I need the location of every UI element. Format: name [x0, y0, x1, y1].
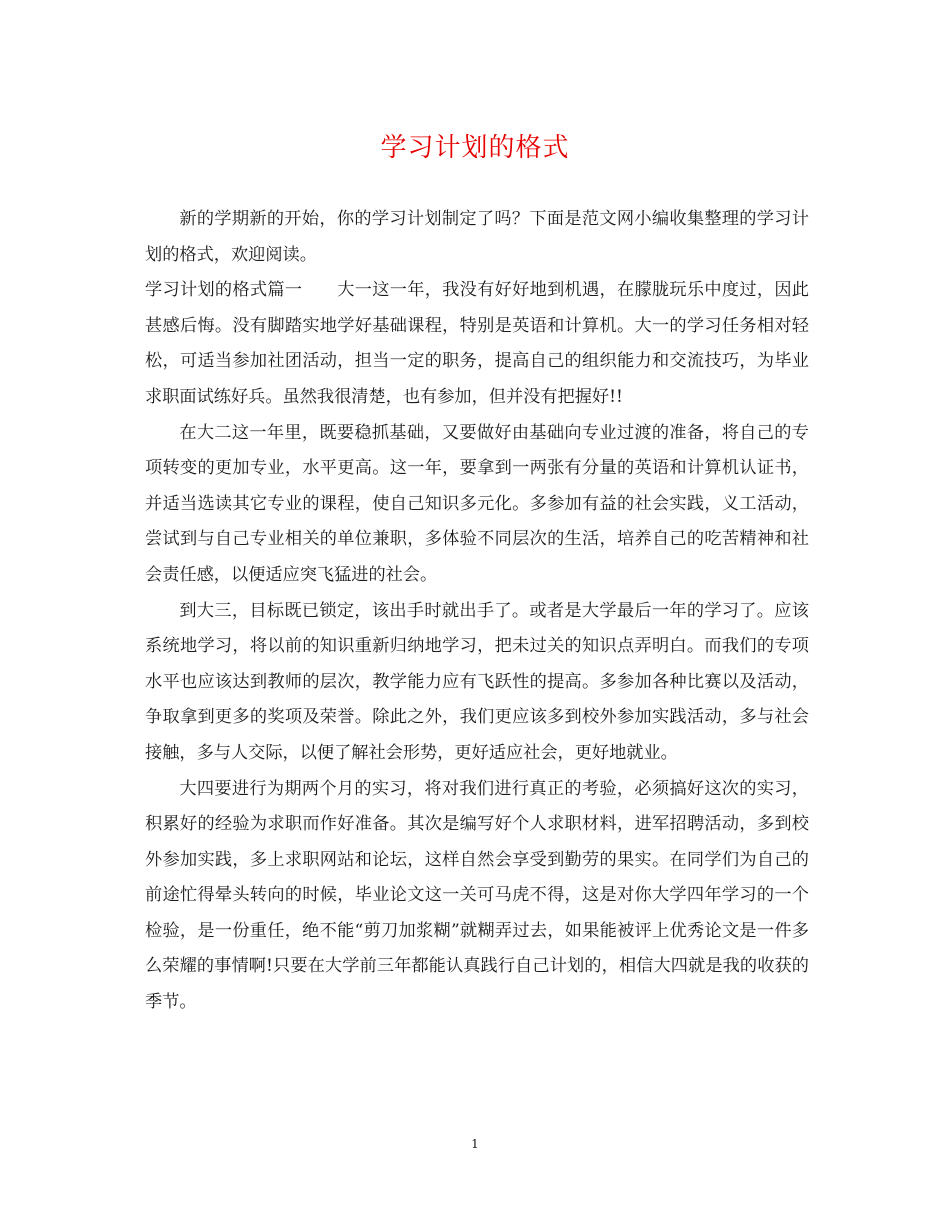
- section-one-paragraph: 学习计划的格式篇一 大一这一年，我没有好好地到机遇，在朦胧玩乐中度过，因此甚感后悔。没有脚踏实地学好基础课程，特别是英语和计算机。大一的学习任务相对轻松，可适当参加社团活动，担当一定的职务，提高自己的组织能力和交流技巧，为毕业求职面试练好兵。虽然我很清楚，也有参加，但并没有把握好!!: [145, 280, 809, 407]
- sophomore-paragraph: 在大二这一年里，既要稳抓基础，又要做好由基础向专业过渡的准备，将自己的专项转变的更加专业，水平更高。这一年，要拿到一两张有分量的英语和计算机认证书，并适当选读其它专业的课程，使自己知识多元化。多参加有益的社会实践，义工活动，尝试到与自己专业相关的单位兼职，多体验不同层次的生活，培养自己的吃苦精神和社会责任感，以便适应突飞猛进的社会。: [145, 422, 809, 585]
- senior-paragraph: 大四要进行为期两个月的实习，将对我们进行真正的考验，必须搞好这次的实习，积累好的经验为求职而作好准备。其次是编写好个人求职材料，进军招聘活动，多到校外参加实践，多上求职网站和论坛，这样自然会享受到勤劳的果实。在同学们为自己的前途忙得晕头转向的时候，毕业论文这一关可马虎不得，这是对你大学四年学习的一个检验，是一份重任，绝不能“剪刀加浆糊”就糊弄过去，如果能被评上优秀论文是一件多么荣耀的事情啊!只要在大学前三年都能认真践行自己计划的，相信大四就是我的收获的季节。: [145, 778, 809, 1013]
- junior-paragraph: 到大三，目标既已锁定，该出手时就出手了。或者是大学最后一年的学习了。应该系统地学习，将以前的知识重新归纳地学习，把未过关的知识点弄明白。而我们的专项水平也应该达到教师的层次，教学能力应有飞跃性的提高。多参加各种比赛以及活动，争取拿到更多的奖项及荣誉。除此之外，我们更应该多到校外参加实践活动，多与社会接触，多与人交际，以便了解社会形势，更好适应社会，更好地就业。: [145, 600, 809, 763]
- document-title: 学习计划的格式: [380, 133, 570, 163]
- document-body: [145, 202, 809, 1021]
- page-number: 1: [471, 1137, 479, 1151]
- intro-paragraph: 新的学期新的开始，你的学习计划制定了吗？下面是范文网小编收集整理的学习计划的格式，欢迎阅读。: [145, 209, 809, 265]
